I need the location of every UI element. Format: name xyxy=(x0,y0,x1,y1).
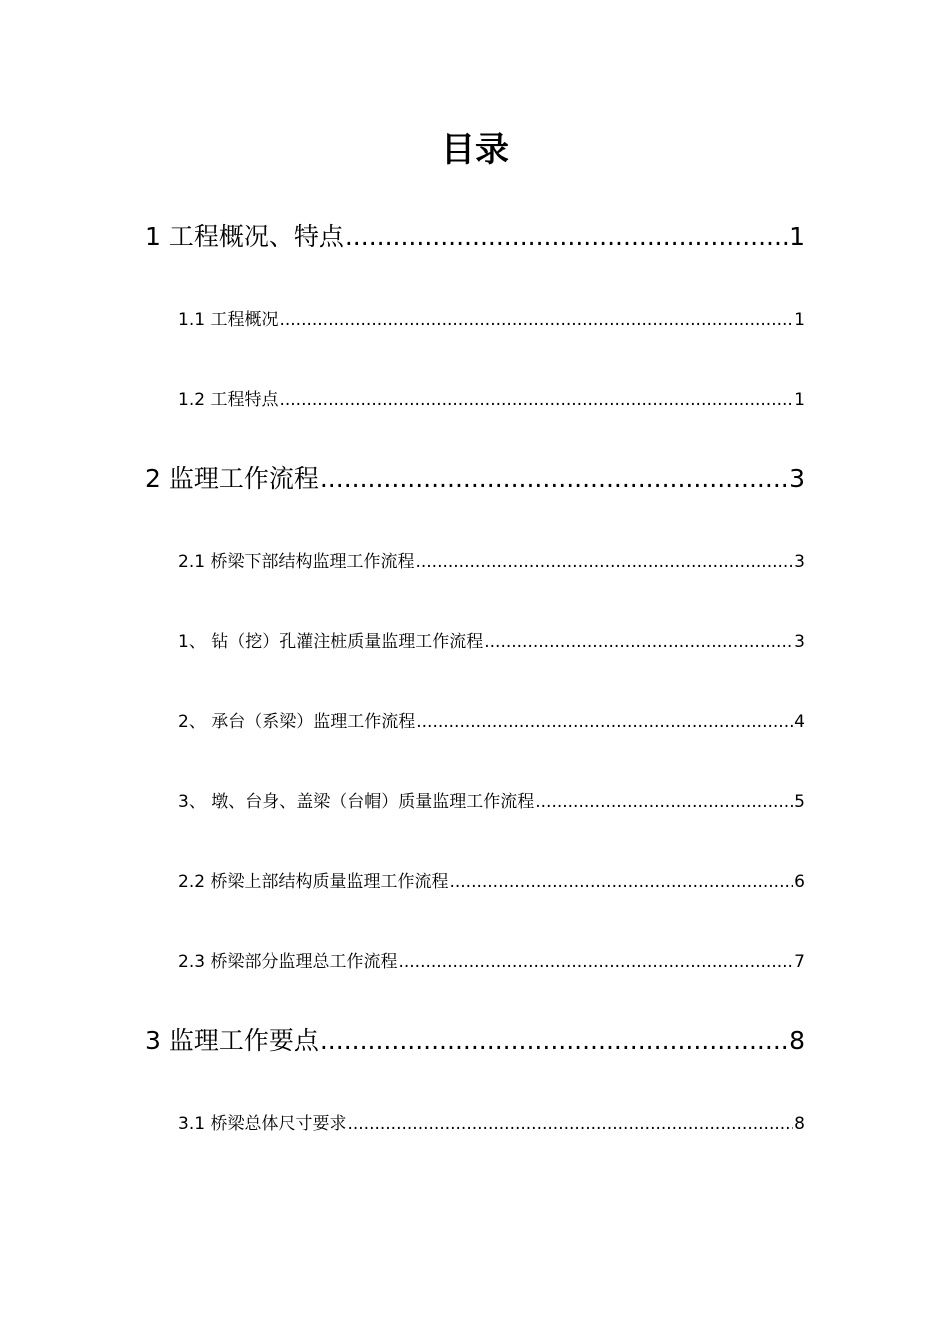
toc-entry-text: 3 监理工作要点 xyxy=(145,1026,319,1055)
toc-entry-text: 3.1 桥梁总体尺寸要求 xyxy=(178,1114,347,1134)
toc-entry-chapter-1[interactable] xyxy=(145,217,805,257)
toc-dot-leader xyxy=(415,547,793,577)
toc-entry-chapter-3[interactable] xyxy=(145,1021,805,1061)
toc-entry-section-2-3[interactable] xyxy=(178,947,805,977)
toc-entry-text: 2 监理工作流程 xyxy=(145,464,319,493)
toc-dot-leader xyxy=(320,1021,788,1061)
toc-entry-text: 1.1 工程概况 xyxy=(178,310,279,330)
toc-dot-leader xyxy=(484,627,793,657)
toc-dot-leader xyxy=(416,707,793,737)
toc-page-number: 6 xyxy=(794,872,805,892)
toc-entry-section-2-1[interactable] xyxy=(178,547,805,577)
toc-dot-leader xyxy=(279,305,793,335)
toc-page-number: 8 xyxy=(794,1114,805,1134)
toc-entry-text: 1.2 工程特点 xyxy=(178,390,279,410)
toc-dot-leader xyxy=(347,1109,793,1139)
toc-entry-section-2-2[interactable] xyxy=(178,867,805,897)
toc-page-number: 8 xyxy=(789,1026,805,1055)
toc-entry-item-1[interactable] xyxy=(178,627,805,657)
toc-entry-chapter-2[interactable] xyxy=(145,459,805,499)
toc-entry-text: 2.3 桥梁部分监理总工作流程 xyxy=(178,952,398,972)
toc-dot-leader xyxy=(449,867,793,897)
toc-dot-leader xyxy=(320,459,788,499)
toc-dot-leader xyxy=(535,787,793,817)
toc-page-number: 1 xyxy=(794,310,805,330)
toc-dot-leader xyxy=(398,947,793,977)
toc-entry-section-3-1[interactable] xyxy=(178,1109,805,1139)
toc-entry-section-1-2[interactable] xyxy=(178,385,805,415)
toc-page-number: 3 xyxy=(794,632,805,652)
page-title: 目录 xyxy=(441,130,509,170)
toc-entry-text: 1 工程概况、特点 xyxy=(145,222,344,251)
toc-entry-text: 2.2 桥梁上部结构质量监理工作流程 xyxy=(178,872,449,892)
toc-page-number: 3 xyxy=(789,464,805,493)
toc-page-number: 1 xyxy=(794,390,805,410)
toc-page-number: 3 xyxy=(794,552,805,572)
toc-entry-text: 2、 承台（系梁）监理工作流程 xyxy=(178,712,416,732)
toc-entry-item-3[interactable] xyxy=(178,787,805,817)
toc-dot-leader xyxy=(345,217,788,257)
toc-entry-text: 2.1 桥梁下部结构监理工作流程 xyxy=(178,552,415,572)
toc-page-number: 1 xyxy=(789,222,805,251)
toc-dot-leader xyxy=(279,385,793,415)
toc-entry-text: 1、 钻（挖）孔灌注桩质量监理工作流程 xyxy=(178,632,484,652)
toc-entry-item-2[interactable] xyxy=(178,707,805,737)
toc-page-number: 7 xyxy=(794,952,805,972)
toc-page-number: 5 xyxy=(794,792,805,812)
toc-entry-text: 3、 墩、台身、盖梁（台帽）质量监理工作流程 xyxy=(178,792,535,812)
toc-entry-section-1-1[interactable] xyxy=(178,305,805,335)
toc-page-number: 4 xyxy=(794,712,805,732)
